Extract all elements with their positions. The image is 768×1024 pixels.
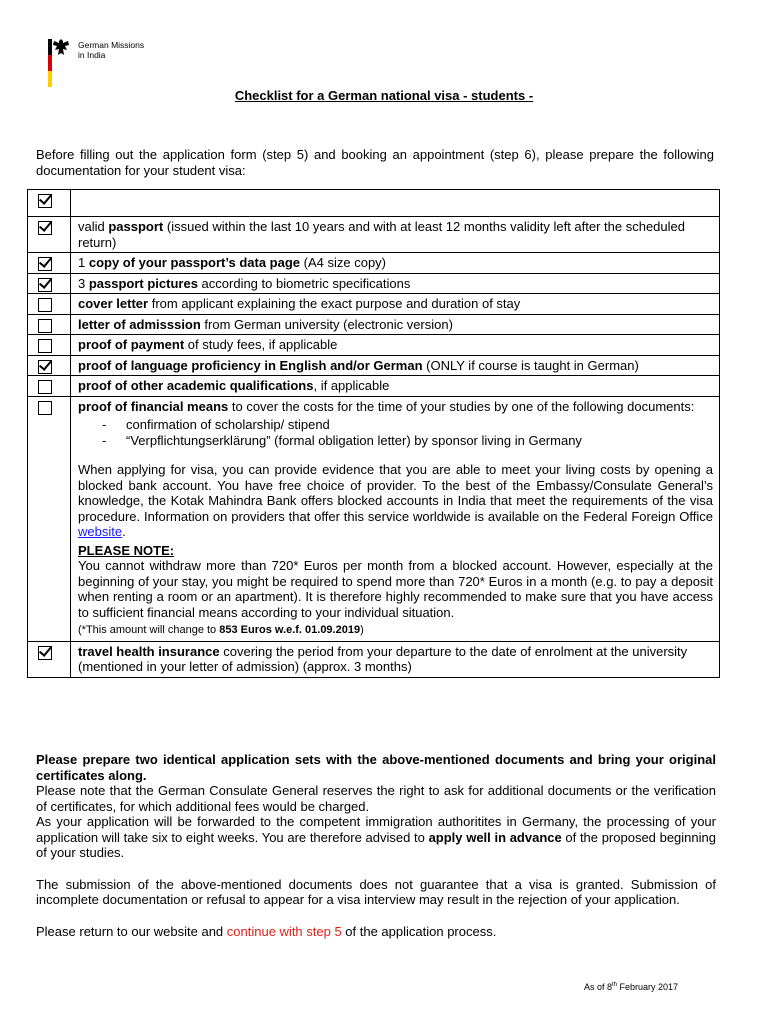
table-row-financial [28, 396, 720, 641]
date-text: February 2017 [617, 982, 679, 992]
checkbox-proof-of-payment[interactable] [38, 339, 52, 353]
item-text: from applicant explaining the exact purpose and duration of stay [148, 296, 521, 311]
footnote-bold: 853 Euros w.e.f. 01.09.2019 [219, 624, 361, 636]
paragraph-text: of the application process. [341, 923, 497, 939]
item-text: 3 [78, 275, 89, 291]
logo [48, 38, 168, 90]
no-guarantee-paragraph: The submission of the above-mentioned documents does not guarantee that a visa is granted. Submission of incomplete documentation or refusal to appear for a visa interview may result in the rejection of your application. [36, 876, 716, 907]
item-text: according to biometric specifications [197, 275, 411, 291]
paragraph-text: . [122, 524, 126, 539]
additional-documents-paragraph: Please note that the German Consulate General reserves the right to ask for additional documents or the verification of certificates, for which additional fees would be charged. [36, 783, 716, 814]
blocked-account-paragraph [78, 462, 713, 540]
please-note-text: You cannot withdraw more than 720* Euros per month from a blocked account. However, especially at the beginning of your stay, you might be required to spend more than 720* Euros in a month (e.g. to pay a deposit when renting a room or an apartment). It is therefore highly recommended to make sure that you have access to sufficient financial means according to your individual situation. [78, 558, 713, 620]
logo-text [78, 40, 144, 60]
flag-stripe [48, 39, 52, 87]
eagle-icon [52, 38, 70, 58]
checkbox-header[interactable] [38, 194, 52, 208]
checkbox-admission-letter[interactable] [38, 319, 52, 333]
item-text: from German university (electronic version) [200, 316, 453, 332]
item-bold: passport [108, 219, 164, 234]
table-row [28, 335, 720, 356]
table-row [28, 314, 720, 335]
item-bold: copy of your passport’s data page [88, 255, 301, 270]
paragraph-text: When applying for visa, you can provide evidence that you are able to meet your living costs by opening a blocked bank account. You have free choice of provider. To the best of the Embassy/Consulate General’s knowledge, the Kotak Mahindra Bank offers blocked accounts in India that meet the requirements of the visa procedure. Information on providers that offer this service worldwide is available on the Federal Foreign Office [78, 462, 713, 524]
table-row [28, 355, 720, 376]
table-row [28, 641, 720, 677]
checklist-table [27, 189, 720, 678]
checkbox-health-insurance[interactable] [38, 646, 52, 660]
item-text: (ONLY if course is taught in German) [422, 357, 639, 373]
processing-time-paragraph [36, 814, 716, 861]
footnote [78, 623, 713, 639]
logo-line-1: German Missions [78, 40, 145, 50]
table-row [28, 253, 720, 274]
item-text: (A4 size copy) [300, 255, 387, 270]
date-sup: th [612, 982, 618, 988]
paragraph-text: of the proposed beginning of your studies. [36, 829, 716, 860]
item-bold: passport pictures [88, 275, 198, 291]
checkbox-passport[interactable] [38, 221, 52, 235]
date-text: As of 8 [584, 982, 613, 992]
item-text: valid [78, 219, 109, 234]
intro-text: Before filling out the application form (step 5) and booking an appointment (step 6), please prepare the following documentation for your student visa: [36, 147, 714, 178]
checkbox-passport-pictures[interactable] [38, 278, 52, 292]
item-text: 1 [78, 255, 89, 270]
paragraph-bold: apply well in advance [428, 829, 562, 845]
table-row [28, 294, 720, 315]
page-title: Checklist for a German national visa - students - [234, 88, 534, 103]
checkbox-language-proficiency[interactable] [38, 360, 52, 374]
item-bold: travel health insurance [78, 643, 220, 659]
item-bold: proof of payment [78, 337, 185, 352]
table-header-row [28, 190, 720, 217]
item-text: to cover the costs for the time of your studies by one of the following documents: [228, 398, 695, 414]
logo-line-2: in India [78, 50, 106, 60]
item-bold: proof of language proficiency in English and/or German [78, 357, 423, 373]
list-item: - “Verpflichtungserklärung” (formal obligation letter) by sponsor living in Germany [102, 433, 713, 449]
item-text: , if applicable [313, 378, 390, 393]
checkbox-financial-means[interactable] [38, 401, 52, 415]
as-of-date [584, 982, 678, 992]
prepare-sets-paragraph: Please prepare two identical application sets with the above-mentioned documents and bring your original certificates along. [36, 752, 716, 783]
continue-step-5-link[interactable]: continue with step 5 [226, 923, 342, 939]
item-bold: proof of financial means [78, 398, 229, 414]
paragraph-text: Please return to our website and [36, 923, 227, 939]
table-row [28, 273, 720, 294]
item-text: of study fees, if applicable [184, 337, 338, 352]
table-row [28, 376, 720, 397]
item-text: (issued within the last 10 years and with at least 12 months validity left after the scheduled return) [78, 219, 685, 250]
return-paragraph [36, 924, 716, 940]
item-text: covering the period from your departure to the date of enrolment at the university (mentioned in your letter of admission) (approx. 3 months) [78, 643, 688, 674]
table-row [28, 217, 720, 253]
item-bold: cover letter [78, 296, 149, 311]
website-link[interactable]: website [78, 524, 123, 539]
item-bold: proof of other academic qualifications [78, 378, 314, 393]
footnote-text: (*This amount will change to [78, 624, 220, 636]
please-note-heading: PLEASE NOTE: [78, 542, 175, 558]
checkbox-passport-copy[interactable] [38, 257, 52, 271]
checkbox-cover-letter[interactable] [38, 298, 52, 312]
footnote-text: ) [360, 624, 364, 636]
financial-options-list [102, 417, 713, 448]
paragraph-text: As your application will be forwarded to the competent immigration authoritites in Germany, the processing of your application will take six to eight weeks. You are therefore advised to [36, 814, 716, 845]
list-item: - confirmation of scholarship/ stipend [102, 417, 713, 433]
checkbox-academic-qualifications[interactable] [38, 380, 52, 394]
item-bold: letter of admisssion [78, 316, 201, 332]
bottom-text [36, 752, 716, 939]
